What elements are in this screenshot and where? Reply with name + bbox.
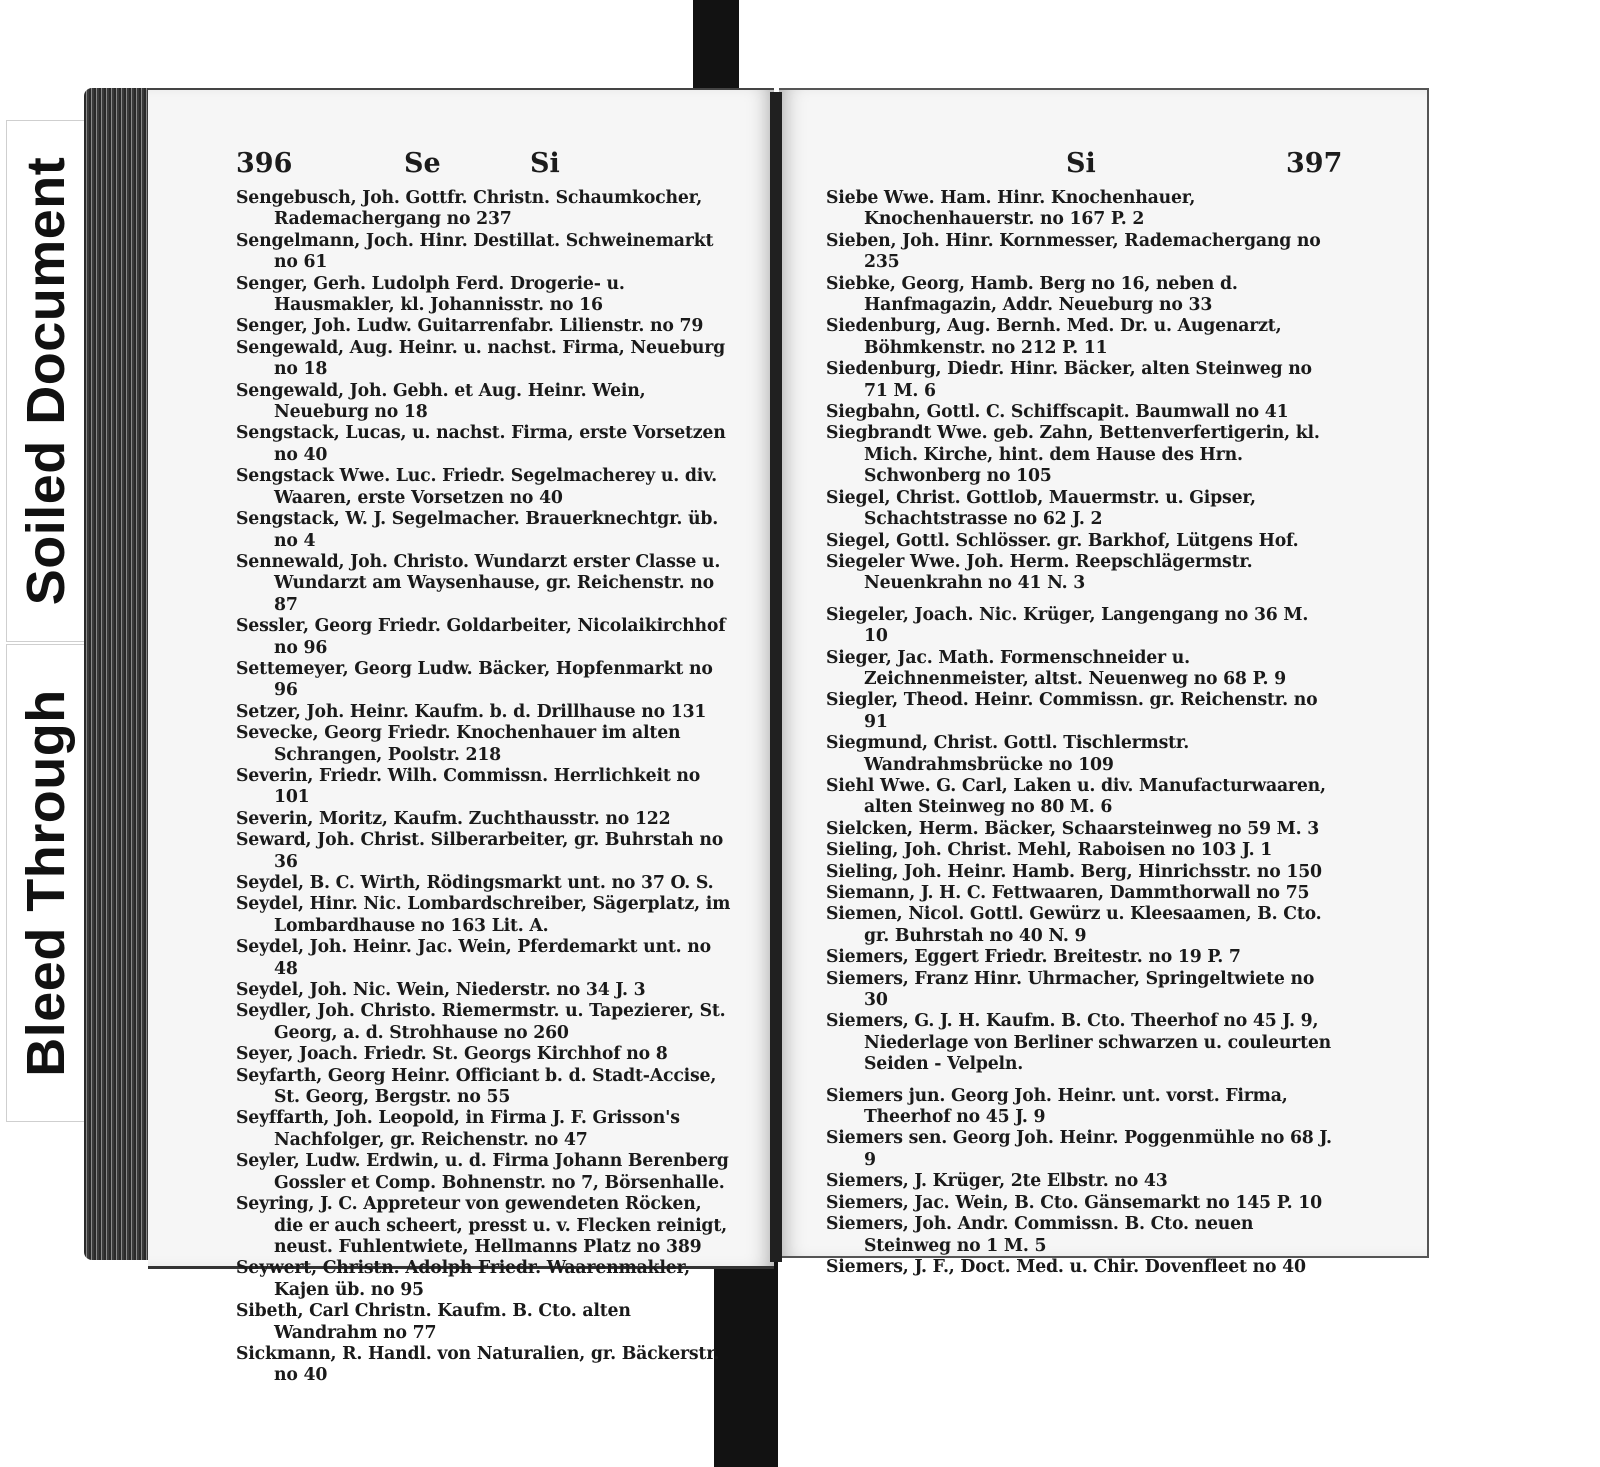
directory-entry: Siemers, Jac. Wein, B. Cto. Gänsemarkt no 145 P. 10 xyxy=(826,1192,1322,1213)
directory-entry: Seydel, Hinr. Nic. Lombardschreiber, Sägerplatz, im Lombardhause no 163 Lit. A. xyxy=(236,894,731,936)
directory-entry: Seyler, Ludw. Erdwin, u. d. Firma Johann Berenberg Gossler et Comp. Bohnenstr. no 7, Börsenhalle. xyxy=(236,1151,729,1193)
directory-entry: Sengewald, Aug. Heinr. u. nachst. Firma, Neueburg no 18 xyxy=(236,337,725,380)
soiled-document-text: Soiled Document xyxy=(16,156,76,606)
directory-entry: Siegbrandt Wwe. geb. Zahn, Bettenverfertigerin, kl. Mich. Kirche, hint. dem Hause des Hrn. Schwonberg no 105 xyxy=(826,423,1320,487)
directory-entry: Seydler, Joh. Christo. Riemermstr. u. Tapezierer, St. Georg, a. d. Strohhause no 260 xyxy=(236,1001,726,1043)
directory-entry: Siegeler Wwe. Joh. Herm. Reepschlägermstr. Neuenkrahn no 41 N. 3 xyxy=(826,551,1253,594)
directory-entry: Sibeth, Carl Christn. Kaufm. B. Cto. alten Wandrahm no 77 xyxy=(236,1301,631,1343)
left-running-head-se: Se xyxy=(404,148,441,179)
directory-entry: Senger, Joh. Ludw. Guitarrenfabr. Lilienstr. no 79 xyxy=(236,316,704,337)
directory-entry: Siegler, Theod. Heinr. Commissn. gr. Reichenstr. no 91 xyxy=(826,690,1318,732)
directory-entry: Sengstack Wwe. Luc. Friedr. Segelmacherey u. div. Waaren, erste Vorsetzen no 40 xyxy=(236,466,717,508)
directory-entry: Sielcken, Herm. Bäcker, Schaarsteinweg no 59 M. 3 xyxy=(826,818,1320,839)
directory-entry: Seyring, J. C. Appreteur von gewendeten Röcken, die er auch scheert, presst u. v. Flecken reinigt, neust. Fuhlentwiete, Hellmanns Platz no 389 xyxy=(236,1194,727,1257)
right-running-head-si: Si xyxy=(1066,148,1096,179)
directory-entry: Sieling, Joh. Heinr. Hamb. Berg, Hinrichsstr. no 150 xyxy=(826,861,1322,882)
directory-entry: Siemers sen. Georg Joh. Heinr. Poggenmühle no 68 J. 9 xyxy=(826,1128,1332,1170)
right-page-number: 397 xyxy=(1286,148,1343,179)
directory-entry: Siegbahn, Gottl. C. Schiffscapit. Baumwall no 41 xyxy=(826,402,1289,423)
soiled-document-label xyxy=(6,120,86,642)
directory-entry: Siedenburg, Diedr. Hinr. Bäcker, alten Steinweg no 71 M. 6 xyxy=(826,359,1312,401)
directory-entry: Siehl Wwe. G. Carl, Laken u. div. Manufacturwaaren, alten Steinweg no 80 M. 6 xyxy=(826,775,1326,818)
directory-entry: Senger, Gerh. Ludolph Ferd. Drogerie- u. Hausmakler, kl. Johannisstr. no 16 xyxy=(236,273,625,316)
directory-entry: Siegeler, Joach. Nic. Krüger, Langengang no 36 M. 10 xyxy=(826,604,1309,647)
directory-entry: Sengstack, Lucas, u. nachst. Firma, erste Vorsetzen no 40 xyxy=(236,423,726,465)
left-directory-list xyxy=(236,188,734,1387)
directory-entry: Siemen, Nicol. Gottl. Gewürz u. Kleesaamen, B. Cto. gr. Buhrstah no 40 N. 9 xyxy=(826,904,1322,946)
directory-entry: Sieling, Joh. Christ. Mehl, Raboisen no 103 J. 1 xyxy=(826,840,1273,861)
directory-entry: Seydel, Joh. Nic. Wein, Niederstr. no 34 J. 3 xyxy=(236,980,646,1001)
directory-entry: Seydel, B. C. Wirth, Rödingsmarkt unt. no 37 O. S. xyxy=(236,873,714,893)
directory-entry: Sennewald, Joh. Christo. Wundarzt erster Classe u. Wundarzt am Waysenhause, gr. Reichenstr. no 87 xyxy=(236,551,721,615)
directory-entry: Seyfarth, Georg Heinr. Officiant b. d. Stadt-Accise, St. Georg, Bergstr. no 55 xyxy=(236,1065,717,1108)
directory-entry: Sengebusch, Joh. Gottfr. Christn. Schaumkocher, Rademachergang no 237 xyxy=(236,188,703,230)
directory-entry: Siegmund, Christ. Gottl. Tischlermstr. Wandrahmsbrücke no 109 xyxy=(826,733,1190,775)
directory-entry: Sieger, Jac. Math. Formenschneider u. Zeichnenmeister, altst. Neuenweg no 68 P. 9 xyxy=(826,647,1286,689)
directory-entry: Sevecke, Georg Friedr. Knochenhauer im alten Schrangen, Poolstr. 218 xyxy=(236,723,681,765)
directory-entry: Seward, Joh. Christ. Silberarbeiter, gr. Buhrstah no 36 xyxy=(236,830,724,872)
directory-entry: Siemers, J. F., Doct. Med. u. Chir. Dovenfleet no 40 xyxy=(826,1256,1306,1277)
directory-entry: Siebe Wwe. Ham. Hinr. Knochenhauer, Knochenhauerstr. no 167 P. 2 xyxy=(826,188,1196,230)
directory-entry: Siemers jun. Georg Joh. Heinr. unt. vorst. Firma, Theerhof no 45 J. 9 xyxy=(826,1085,1288,1128)
directory-entry: Severin, Moritz, Kaufm. Zuchthausstr. no 122 xyxy=(236,808,671,829)
directory-entry: Seydel, Joh. Heinr. Jac. Wein, Pferdemarkt unt. no 48 xyxy=(236,937,711,979)
directory-entry: Sessler, Georg Friedr. Goldarbeiter, Nicolaikirchhof no 96 xyxy=(236,616,726,658)
left-page-number: 396 xyxy=(236,148,293,179)
directory-entry: Setzer, Joh. Heinr. Kaufm. b. d. Drillhause no 131 xyxy=(236,701,707,722)
book-page-edges xyxy=(84,88,152,1260)
directory-entry: Siegel, Christ. Gottlob, Mauermstr. u. Gipser, Schachtstrasse no 62 J. 2 xyxy=(826,487,1256,530)
directory-entry: Sengelmann, Joch. Hinr. Destillat. Schweinemarkt no 61 xyxy=(236,230,714,273)
directory-entry: Siemers, J. Krüger, 2te Elbstr. no 43 xyxy=(826,1171,1168,1192)
directory-entry: Siebke, Georg, Hamb. Berg no 16, neben d. Hanfmagazin, Addr. Neueburg no 33 xyxy=(826,273,1238,316)
left-running-head-si: Si xyxy=(530,148,560,179)
directory-entry: Siedenburg, Aug. Bernh. Med. Dr. u. Augenarzt, Böhmkenstr. no 212 P. 11 xyxy=(826,316,1282,358)
directory-entry: Sieben, Joh. Hinr. Kornmesser, Rademachergang no 235 xyxy=(826,230,1321,273)
directory-entry: Siemers, G. J. H. Kaufm. B. Cto. Theerhof no 45 J. 9, Niederlage von Berliner schwarzen u. couleurten Seiden - Velpeln. xyxy=(826,1011,1332,1075)
directory-entry: Seyffarth, Joh. Leopold, in Firma J. F. Grisson's Nachfolger, gr. Reichenstr. no 47 xyxy=(236,1108,680,1150)
directory-entry: Siemann, J. H. C. Fettwaaren, Dammthorwall no 75 xyxy=(826,883,1310,903)
directory-entry: Siemers, Eggert Friedr. Breitestr. no 19 P. 7 xyxy=(826,947,1241,968)
book-gutter xyxy=(770,92,782,1262)
directory-entry: Sengstack, W. J. Segelmacher. Brauerknechtgr. üb. no 4 xyxy=(236,509,719,551)
directory-entry: Sickmann, R. Handl. von Naturalien, gr. Bäckerstr. no 40 xyxy=(236,1343,720,1386)
bleed-through-label xyxy=(6,644,86,1122)
directory-entry: Settemeyer, Georg Ludw. Bäcker, Hopfenmarkt no 96 xyxy=(236,658,713,701)
directory-entry: Seyer, Joach. Friedr. St. Georgs Kirchhof no 8 xyxy=(236,1044,668,1065)
directory-entry: Severin, Friedr. Wilh. Commissn. Herrlichkeit no 101 xyxy=(236,765,701,808)
directory-entry: Siegel, Gottl. Schlösser. gr. Barkhof, Lütgens Hof. xyxy=(826,530,1299,551)
directory-entry: Siemers, Joh. Andr. Commissn. B. Cto. neuen Steinweg no 1 M. 5 xyxy=(826,1214,1254,1256)
directory-entry: Sengewald, Joh. Gebh. et Aug. Heinr. Wein, Neueburg no 18 xyxy=(236,380,646,423)
right-directory-list xyxy=(826,188,1334,1278)
directory-entry: Siemers, Franz Hinr. Uhrmacher, Springeltwiete no 30 xyxy=(826,968,1315,1011)
directory-entry: Seywert, Christn. Adolph Friedr. Waarenmakler, Kajen üb. no 95 xyxy=(236,1258,690,1300)
bleed-through-text: Bleed Through xyxy=(16,689,76,1077)
